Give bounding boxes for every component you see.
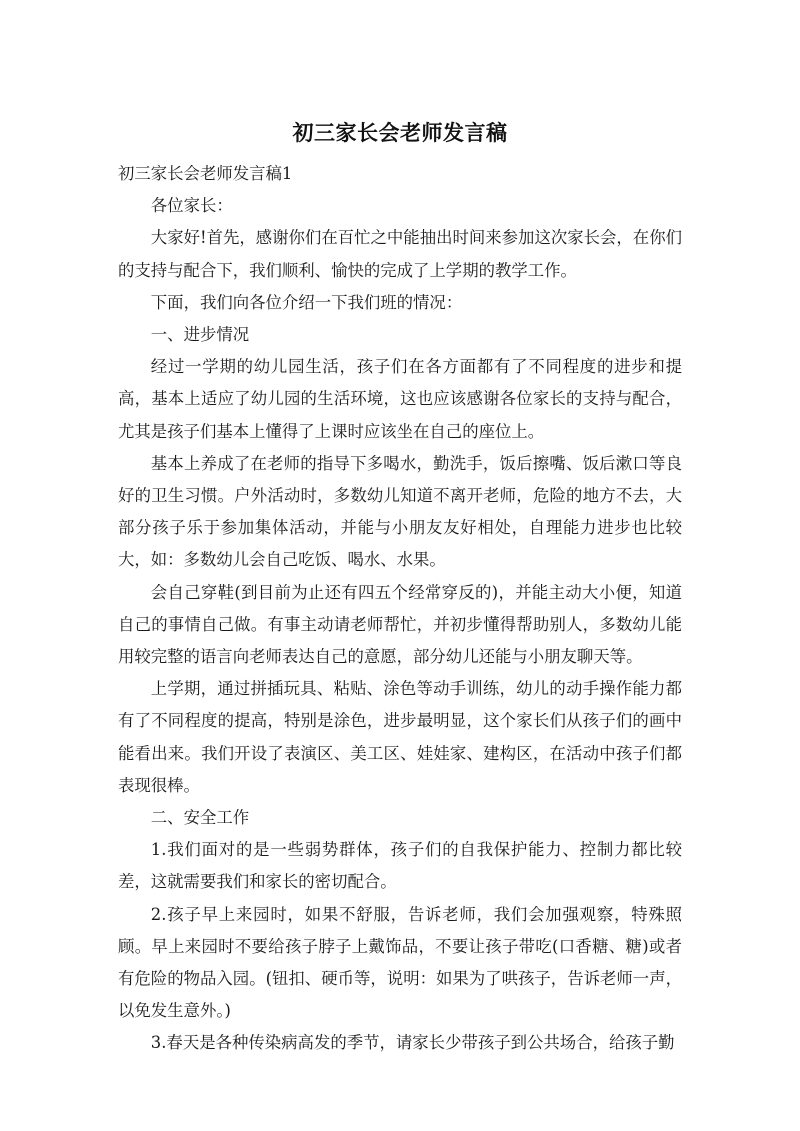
paragraph: 会自己穿鞋(到目前为止还有四五个经常穿反的)，并能主动大小便，知道自己的事情自己做。有事主动请老师帮忙，并初步懂得帮助别人，多数幼儿能用较完整的语言向老师表达自己的意愿，部分幼儿还能与小朋友聊天等。 [118,582,682,667]
paragraph: 2.孩子早上来园时，如果不舒服，告诉老师，我们会加强观察，特殊照顾。早上来园时不要给孩子脖子上戴饰品，不要让孩子带吃(口香糖、糖)或者有危险的物品入园。(钮扣、硬币等，说明：如果为了哄孩子，告诉老师一声，以免发生意外。) [118,904,682,1021]
paragraph: 基本上养成了在老师的指导下多喝水，勤洗手，饭后擦嘴、饭后漱口等良好的卫生习惯。户外活动时，多数幼儿知道不离开老师，危险的地方不去，大部分孩子乐于参加集体活动，并能与小朋友友好相处，自理能力进步也比较大，如：多数幼儿会自己吃饭、喝水、水果。 [118,453,682,570]
document-body [118,158,682,1060]
paragraph: 大家好!首先，感谢你们在百忙之中能抽出时间来参加这次家长会，在你们的支持与配合下，我们顺利、愉快的完成了上学期的教学工作。 [118,228,682,280]
paragraph: 经过一学期的幼儿园生活，孩子们在各方面都有了不同程度的进步和提高，基本上适应了幼儿园的生活环境，这也应该感谢各位家长的支持与配合，尤其是孩子们基本上懂得了上课时应该坐在自己的座位上。 [118,357,682,441]
paragraph: 上学期，通过拼插玩具、粘贴、涂色等动手训练，幼儿的动手操作能力都有了不同程度的提高，特别是涂色，进步最明显，这个家长们从孩子们的画中能看出来。我们开设了表演区、美工区、娃娃家、建构区，在活动中孩子们都表现很棒。 [118,679,682,795]
document-subtitle: 初三家长会老师发言稿1 [118,164,293,183]
section-heading: 二、安全工作 [150,808,250,828]
paragraph: 1.我们面对的是一些弱势群体，孩子们的自我保护能力、控制力都比较差，这就需要我们和家长的密切配合。 [118,840,682,892]
paragraph: 3.春天是各种传染病高发的季节，请家长少带孩子到公共场合，给孩子勤 [150,1033,675,1053]
section-heading: 一、进步情况 [150,325,250,345]
paragraph: 下面，我们向各位介绍一下我们班的情况： [150,292,463,312]
paragraph-greeting: 各位家长： [150,196,233,216]
document-title: 初三家长会老师发言稿 [292,121,508,145]
